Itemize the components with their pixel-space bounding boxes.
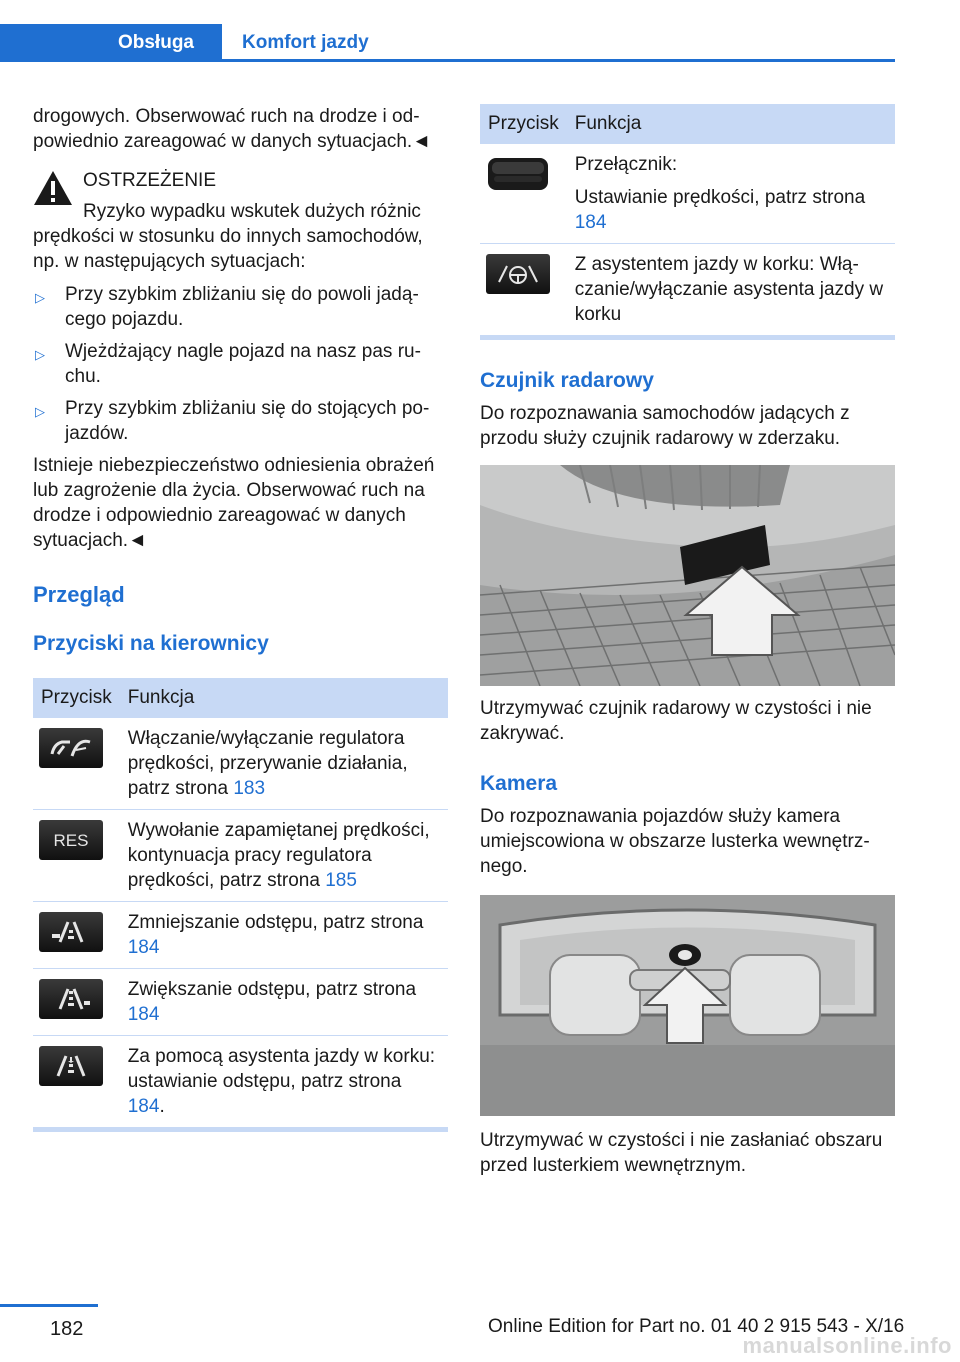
warning-block (33, 168, 448, 553)
warning-line: Ryzyko wypadku wskutek dużych różnic (83, 201, 421, 222)
tab-obsluga[interactable]: Obsługa (0, 24, 222, 62)
radar-sensor-photo (480, 465, 895, 686)
table-row: Zwiększanie odstępu, patrz strona 184 (33, 969, 448, 1036)
edition-text: Online Edition for Part no. 01 40 2 915 543 - X/16 (488, 1316, 905, 1337)
switch-title: Przełącznik: (574, 154, 678, 175)
steering-buttons-table (33, 678, 448, 1132)
traffic-jam-assistant-icon (486, 254, 550, 294)
warning-list (33, 282, 448, 446)
subsection-heading: Przyciski na kierownicy (33, 632, 269, 655)
distance-decrease-icon (39, 912, 103, 952)
radar-text: Do rozpoznawania samochodów jadących z przodu służy czujnik radarowy w zderzaku. (480, 403, 850, 449)
warning-outro: Istnieje niebezpieczeństwo odniesienia obrażeń lub zagrożenie dla życia. Obserwować ruch na drodze i odpowiednio zareagować w danych sytuacjach.◄ (33, 455, 435, 551)
camera-text: Do rozpoznawania pojazdów służy kamera umiejscowiona w obszarze lusterka wewnętrznego. (480, 806, 870, 877)
camera-heading: Kamera (480, 772, 558, 795)
triangle-bullet-icon: ▷ (35, 404, 45, 419)
cruise-control-icon (39, 728, 103, 768)
table-row: Przełącznik: Ustawianie prędkości, patrz strona 184 (480, 144, 895, 244)
rocker-switch-icon (486, 154, 550, 194)
table-header-button: Przycisk (33, 678, 120, 718)
table-row: Za pomocą asystenta jazdy w korku: ustawianie odstępu, patrz strona 184. (33, 1036, 448, 1128)
page-link[interactable]: 185 (325, 870, 357, 891)
warning-icon (33, 170, 73, 206)
table-bottom-rule (480, 335, 895, 340)
table-bottom-rule (33, 1127, 448, 1132)
list-item: ▷ Wjeżdżający nagle pojazd na nasz pas ruchu. (35, 341, 421, 387)
res-button-icon: RES (39, 820, 103, 860)
footer-rule (0, 1304, 98, 1307)
watermark: manualsonline.info (742, 1333, 952, 1358)
table-header-button: Przycisk (480, 104, 567, 144)
tab-komfort-jazdy[interactable]: Komfort jazdy (242, 32, 369, 53)
table-row: Z asystentem jazdy w korku: Włączanie/wyłączanie asystenta jazdy w korku (480, 244, 895, 336)
intro-text: drogowych. Obserwować ruch na drodze i odpowiednio zareagować w danych sytuacjach.◄ (33, 106, 431, 152)
switch-buttons-table (480, 104, 895, 340)
list-item: ▷ Przy szybkim zbliżaniu się do powoli jadącego pojazdu. (35, 284, 419, 330)
distance-increase-icon (39, 979, 103, 1019)
radar-after-text: Utrzymywać czujnik radarowy w czystości i nie zakrywać. (480, 698, 872, 744)
triangle-bullet-icon: ▷ (35, 290, 45, 305)
page-link[interactable]: 184 (127, 1096, 160, 1117)
header-rule (222, 59, 895, 62)
table-header-function: Funkcja (567, 104, 895, 144)
traffic-jam-distance-icon (39, 1046, 103, 1086)
table-row: Włączanie/wyłączanie regulatora prędkości, przerywanie działania, patrz strona 183 (33, 718, 448, 810)
list-item: ▷ Przy szybkim zbliżaniu się do stojących pojazdów. (35, 398, 430, 444)
table-header-function: Funkcja (120, 678, 448, 718)
camera-photo (480, 895, 895, 1116)
section-heading: Przegląd (33, 582, 125, 607)
page-link[interactable]: 184 (127, 937, 160, 958)
radar-heading: Czujnik radarowy (480, 369, 654, 392)
page-number: 182 (50, 1318, 84, 1340)
page-link[interactable]: 184 (127, 1004, 160, 1025)
warning-title: OSTRZEŻENIE (83, 170, 217, 191)
right-column (480, 104, 895, 1178)
camera-after-text: Utrzymywać w czystości i nie zasłaniać obszaru przed lusterkiem wewnętrznym. (480, 1130, 883, 1176)
table-row: Zmniejszanie odstępu, patrz strona 184 (33, 902, 448, 969)
warning-text: prędkości w stosunku do innych samochodów, np. w następujących sytuacjach: (33, 226, 423, 272)
left-column (33, 104, 448, 1132)
triangle-bullet-icon: ▷ (35, 347, 45, 362)
page-link[interactable]: 183 (233, 778, 266, 799)
table-row: RES Wywołanie zapamiętanej prędkości, kontynuacja pracy regulatora prędkości, patrz strona 185 (33, 810, 448, 902)
page-link[interactable]: 184 (574, 212, 607, 233)
